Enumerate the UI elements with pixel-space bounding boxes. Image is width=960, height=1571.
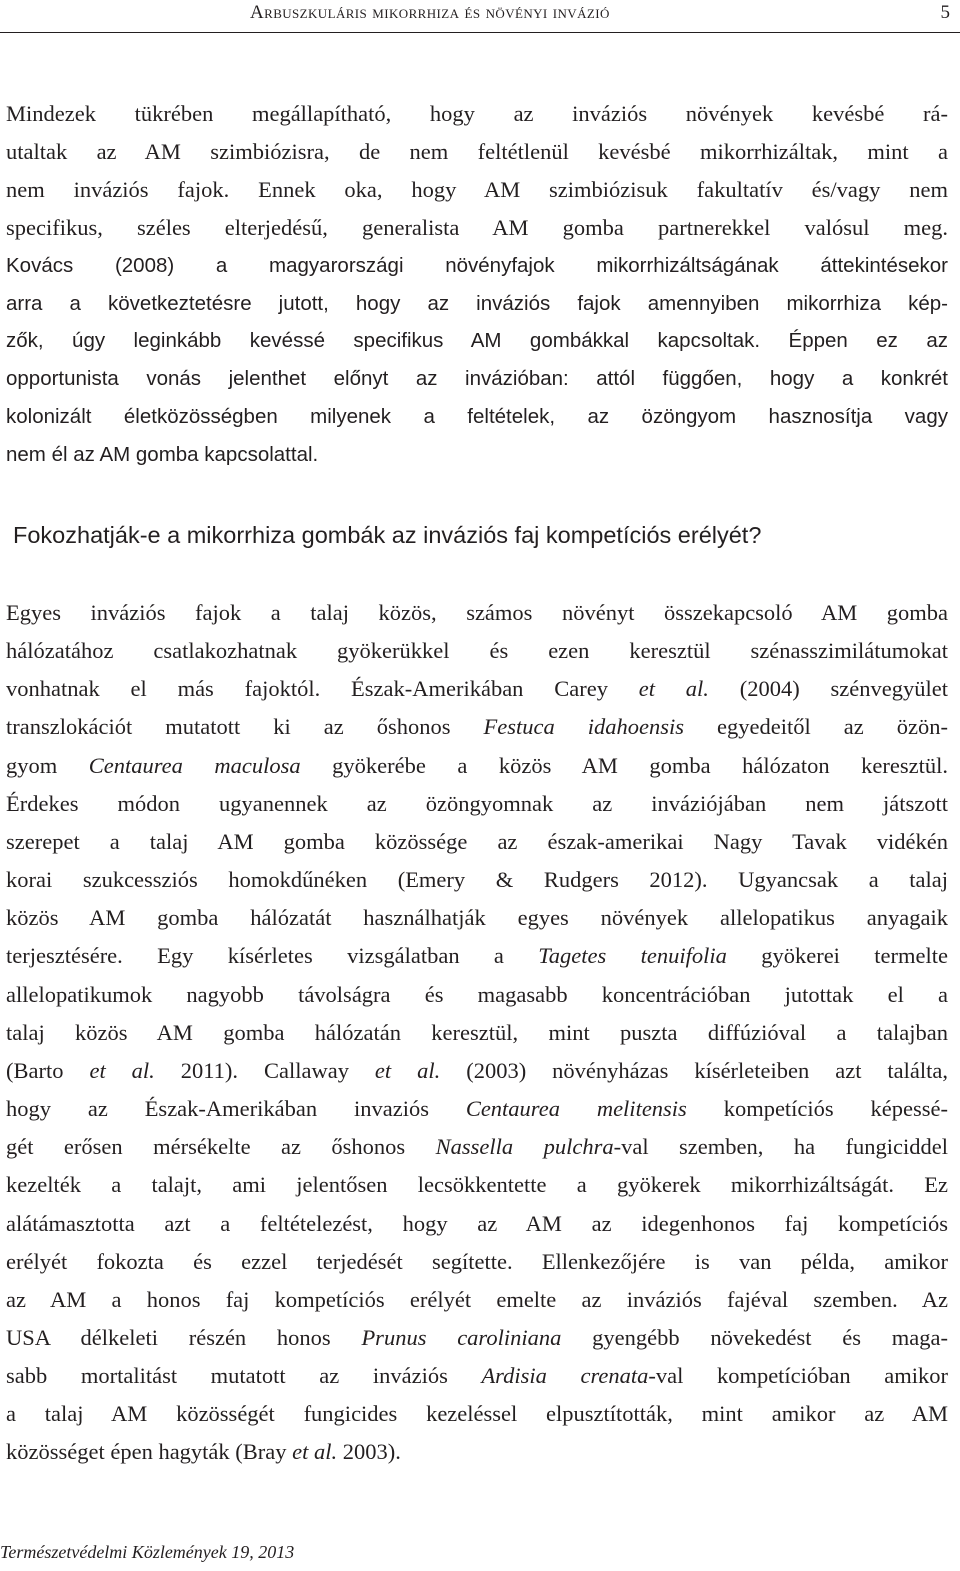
text-line: zők, úgy leginkább kevéssé specifikus AM gombákkal kapcsoltak. Éppen ez az xyxy=(6,329,948,353)
text-line: sabb mortalitást mutatott az inváziós Ardisia crenata-val kompetícióban amikor xyxy=(6,1363,948,1389)
text-line: talaj közös AM gomba hálózatán keresztül, mint puszta diffúzióval a talajban xyxy=(6,1019,948,1045)
text-line: utaltak az AM szimbiózisra, de nem feltétlenül kevésbé mikorrhizáltak, mint a xyxy=(6,138,948,164)
text-line: allelopatikumok nagyobb távolságra és magasabb koncentrációban jutottak el a xyxy=(6,981,948,1007)
text-line: hogy az Észak-Amerikában invaziós Centaurea melitensis kompetíciós képessé- xyxy=(6,1096,948,1122)
text-line: arra a következtetésre jutott, hogy az inváziós fajok amennyiben mikorrhiza kép- xyxy=(6,291,948,315)
text-line: nem inváziós fajok. Ennek oka, hogy AM szimbiózisuk fakultatív és/vagy nem xyxy=(6,176,948,202)
text-line: az AM a honos faj kompetíciós erélyét emelte az inváziós fajéval szemben. Az xyxy=(6,1286,948,1312)
text-line: nem él az AM gomba kapcsolattal. xyxy=(6,443,319,467)
text-line: vonhatnak el más fajoktól. Észak-Amerikában Carey et al. (2004) szénvegyület xyxy=(6,676,948,702)
page-number: 5 xyxy=(940,2,950,23)
text-line: Mindezek tükrében megállapítható, hogy az inváziós növények kevésbé rá- xyxy=(6,101,948,126)
text-line: Érdekes módon ugyanennek az özöngyomnak az inváziójában nem játszott xyxy=(6,790,948,816)
text-line: gyom Centaurea maculosa gyökerébe a közös AM gomba hálózaton keresztül. xyxy=(6,752,948,778)
text-line: Kovács (2008) a magyarországi növényfajok mikorrhizáltságának áttekintésekor xyxy=(6,253,948,277)
text-line: specifikus, széles elterjedésű, generalista AM gomba partnerekkel valósul meg. xyxy=(6,214,948,240)
text-line: kolonizált életközösségben milyenek a feltételek, az özöngyom hasznosítja vagy xyxy=(6,405,948,429)
text-line: hálózatához csatlakozhatnak gyökerükkel és ezen keresztül szénasszimilátumokat xyxy=(6,638,948,664)
text-line: USA délkeleti részén honos Prunus caroliniana gyengébb növekedést és maga- xyxy=(6,1324,948,1350)
text-line: szerepet a talaj AM gomba közössége az észak-amerikai Nagy Tavak vidékén xyxy=(6,828,948,854)
running-head xyxy=(0,0,960,33)
text-line: terjesztésére. Egy kísérletes vizsgálatban a Tagetes tenuifolia gyökerei termelte xyxy=(6,943,949,969)
text-line: alátámasztotta azt a feltételezést, hogy az AM az idegenhonos faj kompetíciós xyxy=(6,1210,948,1236)
text-line: közösséget épen hagyták (Bray et al. 2003). xyxy=(6,1439,401,1465)
text-line: közös AM gomba hálózatát használhatják egyes növények allelopatikus anyagaik xyxy=(6,905,948,931)
text-line: erélyét fokozta és ezzel terjedését segítette. Ellenkezőjére is van példa, amikor xyxy=(6,1248,948,1274)
text-line: Egyes inváziós fajok a talaj közös, számos növényt összekapcsoló AM gomba xyxy=(6,600,948,625)
text-line: a talaj AM közösségét fungicides kezeléssel elpusztították, mint amikor az AM xyxy=(6,1401,948,1427)
text-line: opportunista vonás jelenthet előnyt az invázióban: attól függően, hogy a konkrét xyxy=(6,367,948,391)
text-line: gét erősen mérsékelte az őshonos Nassella pulchra-val szemben, ha fungiciddel xyxy=(6,1134,948,1160)
running-title: Arbuszkuláris mikorrhiza és növényi invázió xyxy=(250,2,610,23)
text-line: transzlokációt mutatott ki az őshonos Festuca idahoensis egyedeitől az özön- xyxy=(6,714,948,740)
text-line: korai szukcessziós homokdűnéken (Emery & Rudgers 2012). Ugyancsak a talaj xyxy=(6,867,948,893)
section-heading: Fokozhatják-e a mikorrhiza gombák az inváziós faj kompetíciós erélyét? xyxy=(13,522,762,548)
paragraph-1 xyxy=(6,95,948,474)
text-line: (Barto et al. 2011). Callaway et al. (2003) növényházas kísérleteiben azt találta, xyxy=(6,1057,948,1083)
text-line: kezelték a talajt, ami jelentősen lecsökkentette a gyökerek mikorrhizáltságát. Ez xyxy=(6,1172,948,1198)
journal-footer: Természetvédelmi Közlemények 19, 2013 xyxy=(0,1542,295,1562)
paragraph-2 xyxy=(6,594,948,1472)
